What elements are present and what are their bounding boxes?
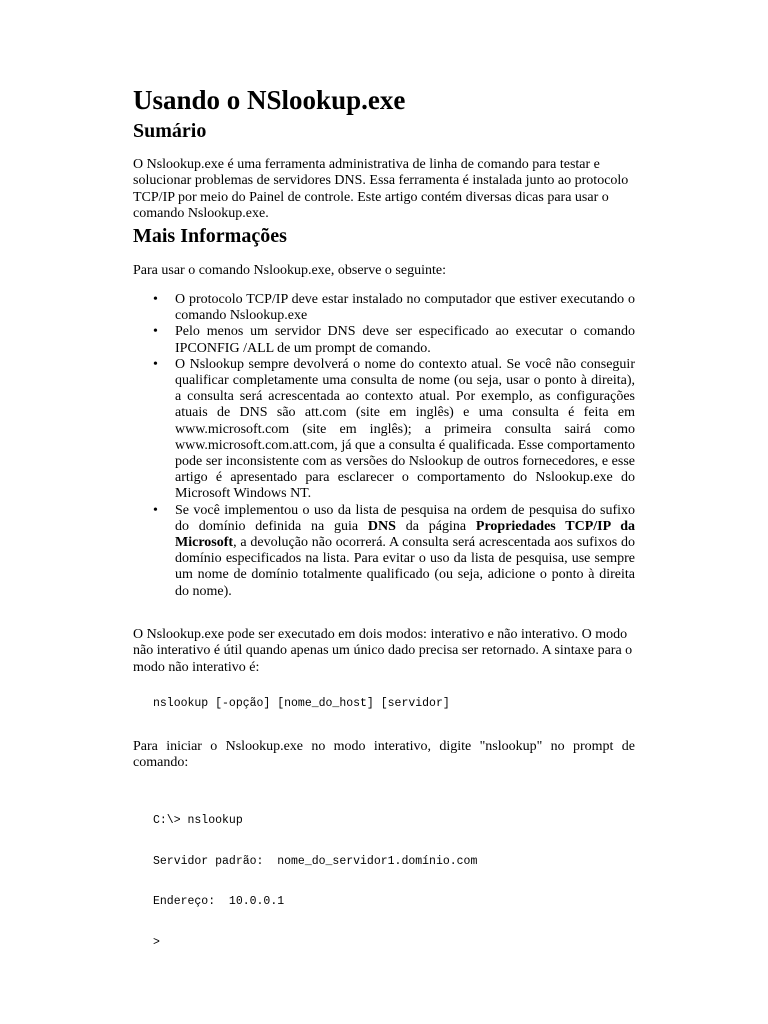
list-item-text: Pelo menos um servidor DNS deve ser especificado ao executar o comando IPCONFIG /ALL de um prompt de comando. bbox=[175, 324, 635, 356]
code-line: C:\> nslookup bbox=[153, 814, 243, 828]
requirements-list bbox=[133, 292, 635, 600]
more-info-intro: Para usar o comando Nslookup.exe, observe o seguinte: bbox=[133, 262, 446, 278]
list-item bbox=[133, 503, 635, 600]
summary-heading: Sumário bbox=[133, 120, 207, 142]
list-item-text bbox=[175, 503, 635, 599]
bullet-icon: • bbox=[153, 292, 158, 308]
list-item bbox=[133, 324, 635, 356]
list-item-text: O Nslookup sempre devolverá o nome do contexto atual. Se você não conseguir qualificar completamente uma consulta de nome (ou seja, usar o ponto à direita), a consulta será acrescentada ao contexto atual. Por exemplo, as configurações atuais de DNS são att.com (site em inglês) e uma consulta é feita em www.microsoft.com (site em inglês); a primeira consulta sairá como www.microsoft.com.att.com, já que a consulta é qualificada. Esse comportamento pode ser inconsistente com as versões do Nslookup de outros fornecedores, e esse artigo é apresentado para esclarecer o comportamento do Nslookup.exe do Microsoft Windows NT. bbox=[175, 356, 635, 502]
code-line: Endereço: 10.0.0.1 bbox=[153, 895, 285, 909]
syntax-code-block: nslookup [-opção] [nome_do_host] [servidor] bbox=[153, 697, 450, 711]
code-line: Servidor padrão: nome_do_servidor1.domínio.com bbox=[153, 854, 478, 868]
interactive-paragraph: Para iniciar o Nslookup.exe no modo interativo, digite "nslookup" no prompt de comando: bbox=[133, 738, 635, 771]
interactive-code-block bbox=[133, 787, 635, 976]
list-item bbox=[133, 357, 635, 503]
list-item-text: O protocolo TCP/IP deve estar instalado no computador que estiver executando o comando Nslookup.exe bbox=[175, 292, 635, 324]
page-title: Usando o NSlookup.exe bbox=[133, 85, 406, 115]
list-item-text-part: da página bbox=[395, 518, 476, 534]
more-info-heading: Mais Informações bbox=[133, 224, 287, 247]
summary-paragraph: O Nslookup.exe é uma ferramenta administrativa de linha de comando para testar e solucionar problemas de servidores DNS. Essa ferramenta é instalada junto ao protocolo TCP/IP por meio do Painel de controle. Este artigo contém diversas dicas para usar o comando Nslookup.exe. bbox=[133, 157, 629, 222]
tcpip-properties-label: Propriedades TCP/IP da Microsoft bbox=[175, 518, 636, 551]
bullet-icon: • bbox=[153, 324, 158, 340]
document-body bbox=[133, 82, 635, 976]
bullet-icon: • bbox=[153, 502, 158, 518]
modes-paragraph: O Nslookup.exe pode ser executado em dois modos: interativo e não interativo. O modo não interativo é útil quando apenas um único dado precisa ser retornado. A sintaxe para o modo não interativo é: bbox=[133, 626, 633, 675]
dns-tab-label: DNS bbox=[367, 518, 396, 534]
list-item bbox=[133, 292, 635, 324]
code-line: > bbox=[153, 935, 160, 949]
list-item-text-part: Se você implementou o uso da lista de pesquisa na ordem de pesquisa do sufixo do domínio definida na guia bbox=[175, 502, 635, 534]
bullet-icon: • bbox=[153, 356, 158, 372]
list-item-text-part: , a devolução não ocorrerá. A consulta será acrescentada aos sufixos do domínio especificados na lista. Para evitar o uso da lista de pesquisa, use sempre um nome de domínio totalmente qualificado (ou seja, adicione o ponto à direita do nome). bbox=[175, 535, 635, 599]
